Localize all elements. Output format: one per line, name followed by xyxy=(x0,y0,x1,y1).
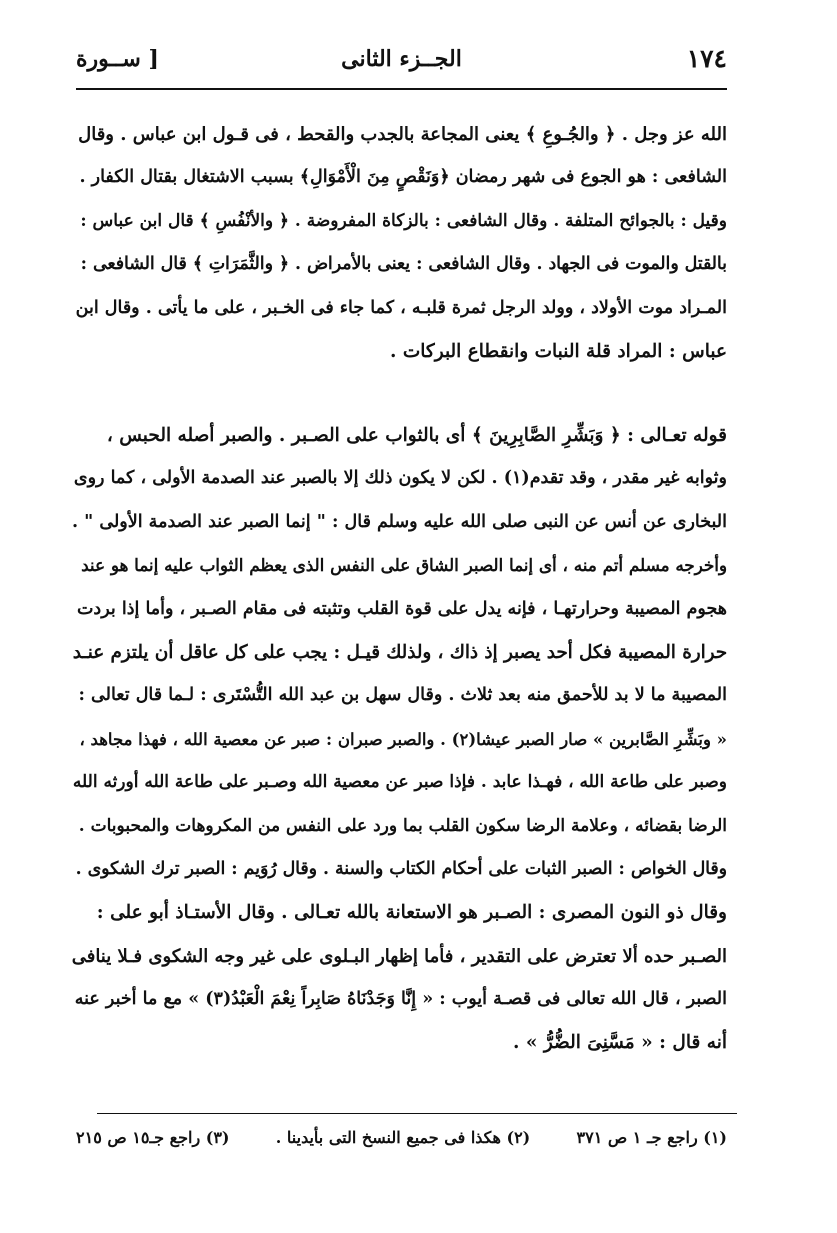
text-line: وثوابه غير مقدر ، وقد تقدم(١) . لكن لا يكون ذلك إلا بالصبر عند الصدمة الأولى ، كما روى xyxy=(73,468,727,489)
running-title: الجــزء الثانى xyxy=(341,46,462,72)
text-line: الشافعى : هو الجوع فى شهر رمضان ﴿وَنَقْصٍ مِنَ الْأَمْوَالِ﴾ بسبب الاشتغال بقتال الكفار . xyxy=(79,167,727,188)
text-line: وصبر على طاعة الله ، فهـذا عابد . فإذا صبر عن معصية الله وصـبر على طاعة الله أورثه الله xyxy=(72,772,727,793)
footnote-1: (١) راجع جـ ١ ص ٣٧١ xyxy=(576,1127,727,1147)
text-line: الصـبر حده ألا تعترض على التقدير ، فأما إظهار البـلوى على غير وجه الشكوى فـلا ينافى xyxy=(72,945,727,967)
footnotes xyxy=(76,1122,727,1152)
text-line: وقال ذو النون المصرى : الصـبر هو الاستعانة بالله تعـالى . وقال الأستـاذ أبو على : xyxy=(96,902,727,924)
text-line: قوله تعـالى : ﴿ وَبَشِّرِ الصَّابِرِينَ ﴾ أى بالثواب على الصـبر . والصبر أصله الحبس ، xyxy=(106,425,727,446)
text-line: وقال الخواص : الصبر الثبات على أحكام الكتاب والسنة . وقال رُوَيم : الصبر ترك الشكوى . xyxy=(75,858,727,879)
paragraph-1 xyxy=(72,113,727,373)
text-line: الصبر ، قال الله تعالى فى قصـة أيوب : « إِنَّا وَجَدْنَاهُ صَابِراً نِعْمَ الْعَبْدُ(٣) » مع ما أخبر عنه xyxy=(74,989,727,1010)
text-line: البخارى عن أنس عن النبى صلى الله عليه وسلم قال : " إنما الصبر عند الصدمة الأولى " . xyxy=(72,511,727,532)
text-line: الرضا بقضائه ، وعلامة الرضا سكون القلب بما ورد على النفس من المكروهات والمحبوبات . xyxy=(78,815,727,836)
text-line: الله عز وجل . ﴿ والجُـوعِ ﴾ يعنى المجاعة بالجدب والقحط ، فى قـول ابن عباس . وقال xyxy=(78,124,727,145)
sura-tag: [ ســورة xyxy=(76,46,159,72)
page-number: ١٧٤ xyxy=(686,44,727,73)
text-line: وقيل : بالجوائح المتلفة . وقال الشافعى : بالزكاة المفروضة . ﴿ والأنْفُسِ ﴾ قال ابن عباس : xyxy=(80,210,727,231)
text-line: « وبَشِّرِ الصَّابرين » صار الصبر عيشا(٢) . والصبر صبران : صبر عن معصية الله ، فهذا مجاهد ، xyxy=(79,729,727,749)
text-line: أنه قال : « مَسَّنِىَ الضُّرُّ » . xyxy=(512,1032,727,1054)
footnote-3: (٣) راجع جـ١٥ ص ٢١٥ xyxy=(76,1127,230,1147)
page-header xyxy=(76,44,727,90)
text-line: بالقتل والموت فى الجهاد . وقال الشافعى : يعنى بالأمراض . ﴿ والثَّمَرَاتِ ﴾ قال الشافعى : xyxy=(80,254,727,275)
text-line: المصيبة ما لا بد للأحمق منه بعد ثلاث . وقال سهل بن عبد الله التُّسْتَرى : لـما قال تعالى : xyxy=(78,685,727,706)
text-line: عباس : المراد قلة النبات وانقطاع البركات . xyxy=(390,340,727,362)
text-line: حرارة المصيبة فكل أحد يصبر إذ ذاك ، ولذلك قيـل : يجب على كل عاقل أن يلتزم عنـد xyxy=(72,641,727,663)
text-line: وأخرجه مسلم أتم منه ، أى إنما الصبر الشاق على النفس الذى يعظم الثواب عليه إنما هو عند xyxy=(81,555,727,576)
text-line: المـراد موت الأولاد ، وولد الرجل ثمرة قلبـه ، كما جاء فى الخـبر ، على ما يأتى . وقال ابن xyxy=(75,297,727,318)
footnote-divider xyxy=(97,1113,737,1114)
paragraph-2 xyxy=(72,414,727,1065)
footnote-2: (٢) هكذا فى جميع النسخ التى بأيدينا . xyxy=(275,1127,531,1147)
text-line: هجوم المصيبة وحرارتهـا ، فإنه يدل على قوة القلب وتثبته فى مقام الصـبر ، وأما إذا بردت xyxy=(76,598,727,619)
